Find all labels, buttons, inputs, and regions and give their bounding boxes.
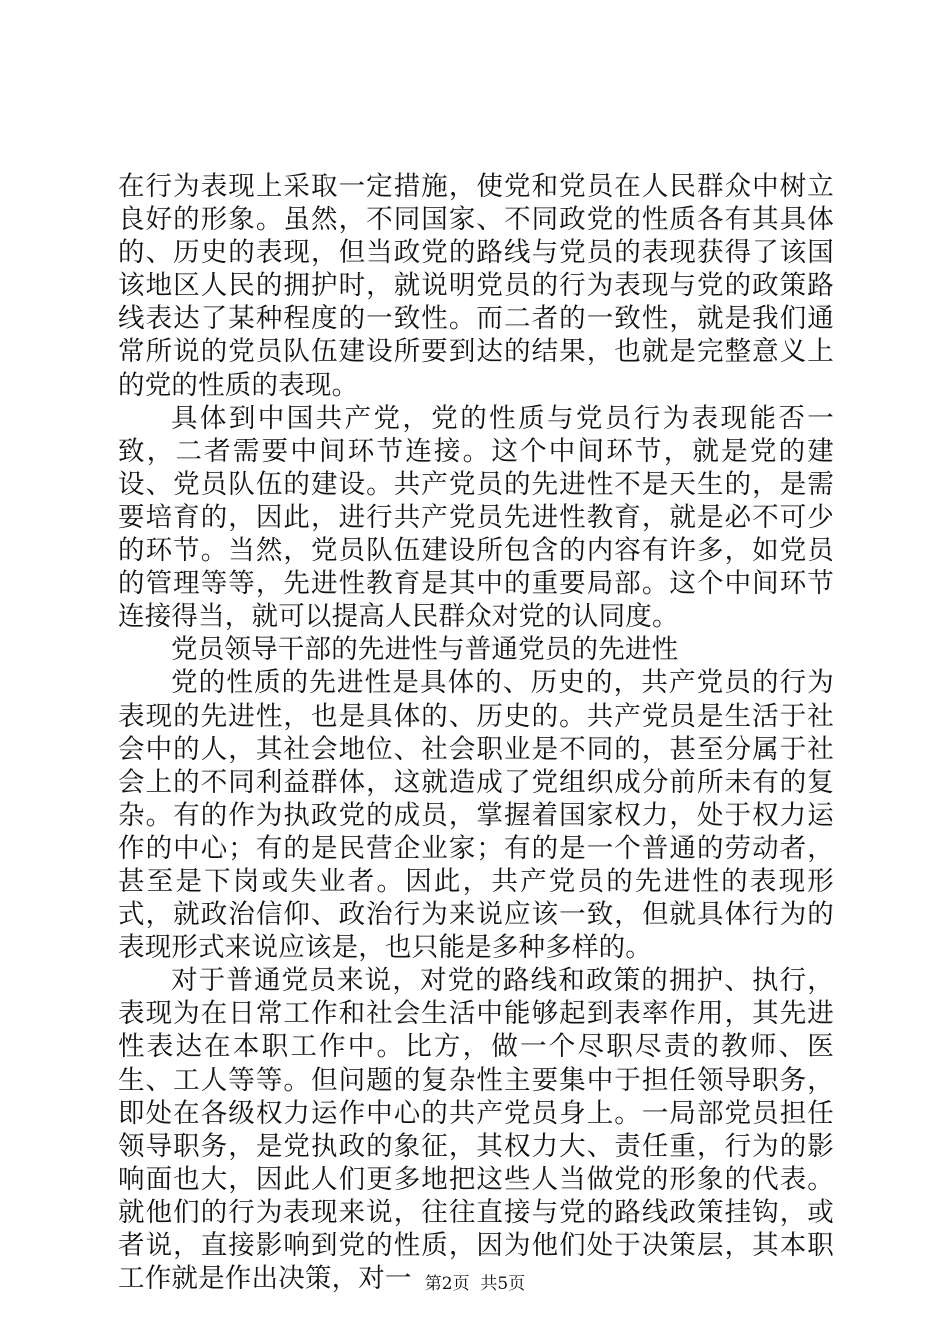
- current-page-number: 2: [441, 1274, 453, 1294]
- paragraph-1: 在行为表现上采取一定措施，使党和党员在人民群众中树立良好的形象。虽然，不同国家、不同政党的性质各有其具体的、历史的表现，但当政党的路线与党员的表现获得了该国该地区人民的拥护时，就说明党员的行为表现与党的政策路线表达了某种程度的一致性。而二者的一致性，就是我们通常所说的党员队伍建设所要到达的结果，也就是完整意义上的党的性质的表现。: [118, 171, 834, 401]
- page-footer: [0, 1273, 950, 1295]
- page-label-mid: 页 共: [452, 1274, 498, 1294]
- paragraph-2: 具体到中国共产党，党的性质与党员行为表现能否一致，二者需要中间环节连接。这个中间环节，就是党的建设、党员队伍的建设。共产党员的先进性不是天生的，是需要培育的，因此，进行共产党员先进性教育，就是必不可少的环节。当然，党员队伍建设所包含的内容有许多，如党员的管理等等，先进性教育是其中的重要局部。这个中间环节连接得当，就可以提高人民群众对党的认同度。: [118, 402, 834, 633]
- paragraph-4: 对于普通党员来说，对党的路线和政策的拥护、执行，表现为在日常工作和社会生活中能够起到表率作用，其先进性表达在本职工作中。比方，做一个尽职尽责的教师、医生、工人等等。但问题的复杂性主要集中于担任领导职务，即处在各级权力运作中心的共产党员身上。一局部党员担任领导职务，是党执政的象征，其权力大、责任重，行为的影响面也大，因此人们更多地把这些人当做党的形象的代表。就他们的行为表现来说，往往直接与党的路线政策挂钩，或者说，直接影响到党的性质，因为他们处于决策层，其本职工作就是作出决策，对一: [118, 965, 834, 1295]
- page-label-suffix: 页: [508, 1274, 526, 1294]
- body-text: [118, 170, 834, 1295]
- page-label-prefix: 第: [424, 1274, 442, 1294]
- paragraph-3: 党的性质的先进性是具体的、历史的，共产党员的行为表现的先进性，也是具体的、历史的。共产党员是生活于社会中的人，其社会地位、社会职业是不同的，甚至分属于社会上的不同利益群体，这就造成了党组织成分前所未有的复杂。有的作为执政党的成员，掌握着国家权力，处于权力运作的中心；有的是民营企业家；有的是一个普通的劳动者，甚至是下岗或失业者。因此，共产党员的先进性的表现形式，就政治信仰、政治行为来说应该一致，但就具体行为的表现形式来说应该是，也只能是多种多样的。: [118, 667, 834, 964]
- total-pages-number: 5: [497, 1274, 509, 1294]
- section-heading: 党员领导干部的先进性与普通党员的先进性: [171, 634, 679, 666]
